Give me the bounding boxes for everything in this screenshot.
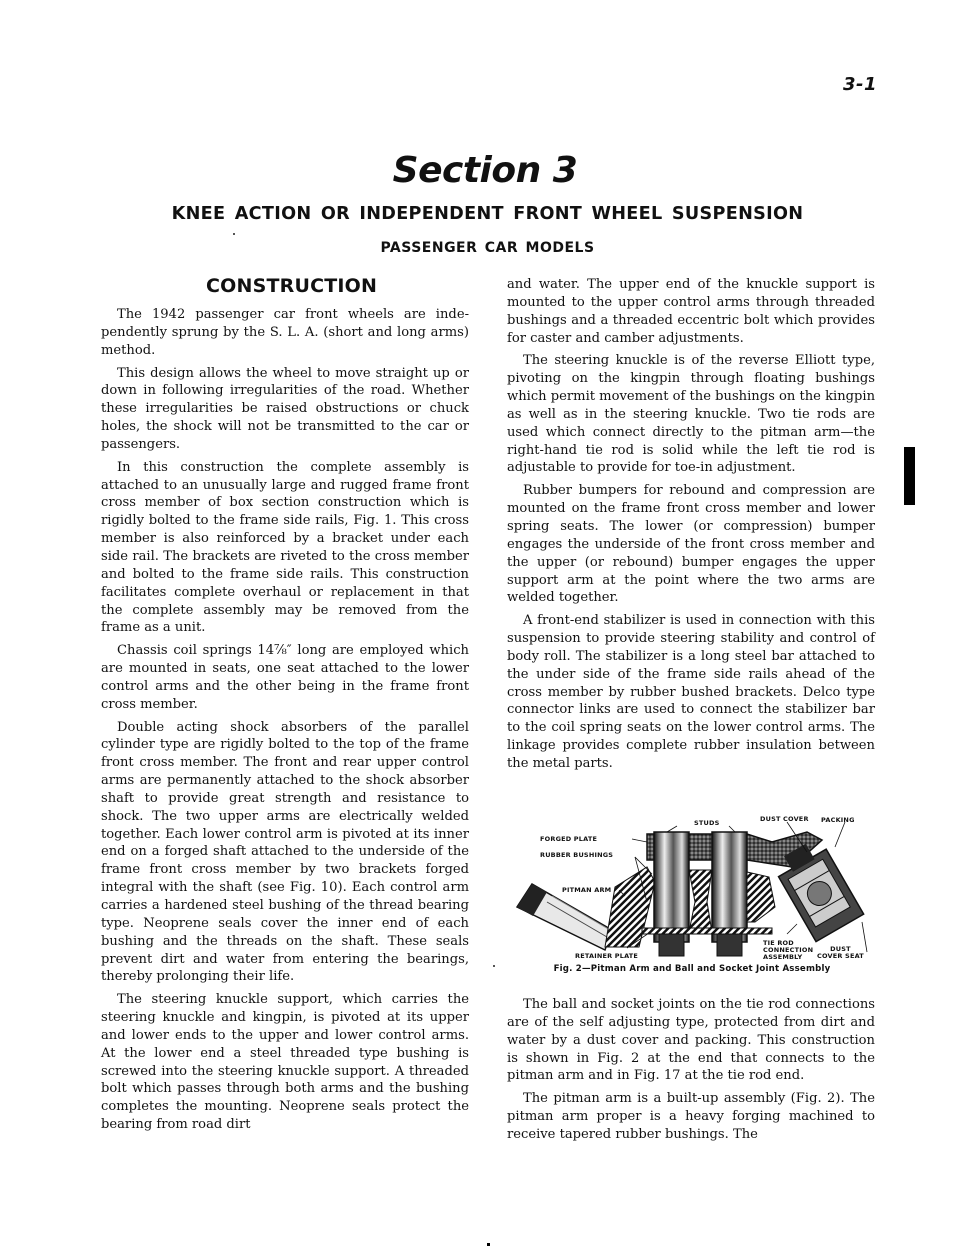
page-number: 3-1: [842, 74, 877, 95]
revision-bar: [904, 447, 915, 505]
label-line: ASSEMBLY: [763, 953, 803, 961]
section-title: Section 3: [392, 150, 578, 191]
paragraph: The steering knuckle is of the reverse Elliott type, pivoting on the kingpin through floating bushings which permit movement of the bushings on the kingpin as well as in the steering knuckle. Two tie rods are used which connect directly to the pitman arm—the right-hand tie rod is solid while the left tie rod is adjustable to provide for toe-in adjustment.: [507, 353, 876, 476]
paragraph: The ball and socket joints on the tie rod connections are of the self adjusting type, protected from dirt and water by a dust cover and packing. This construction is shown in Fig. 2 at the end that connects to the pitman arm and in Fig. 17 at the tie rod end.: [507, 997, 875, 1084]
label-forged-plate: FORGED PLATE: [540, 835, 598, 843]
paragraph: In this construction the complete assembly is attached to an unusually large and rugged frame front cross member of box section construction which is rigidly bolted to the frame side rails, Fig. 1. This cross member is also reinforced by a bracket under each side rail. The brackets are riveted to the cross member and bolted to the frame side rails. This construction facilitates complete overhaul or replacement in that the complete assembly may be removed from the frame as a unit.: [101, 459, 469, 636]
label-studs: STUDS: [694, 819, 720, 827]
paragraph: This design allows the wheel to move straight up or down in following irregularities of the road. Whether these irregularities be raised obstructions or chuck holes, the shock will not be transmitted to the car or passengers.: [101, 365, 469, 452]
label-packing: PACKING: [821, 816, 855, 824]
right-column-lower: [507, 996, 875, 1149]
label-retainer-plate: RETAINER PLATE: [575, 952, 639, 960]
page-mark: [487, 1243, 490, 1246]
label-pitman-arm: PITMAN ARM: [562, 886, 612, 894]
label-line: COVER SEAT: [817, 952, 864, 960]
paragraph: A front-end stabilizer is used in connection with this suspension to provide steering stability and control of body roll. The stabilizer is a long steel bar attached to the under side of the frame side rails ahead of the cross member by rubber bushed brackets. Delco type connector links are used to connect the stabilizer bar to the coil spring seats on the lower control arms. The linkage provides complete rubber insulation between the metal parts.: [507, 613, 875, 771]
scan-speck: [493, 965, 495, 967]
continued-paragraph: and water. The upper end of the knuckle support is mounted to the upper control arms through threaded bushings and a threaded eccentric bolt which provides for caster and camber adjustments.: [507, 277, 875, 346]
figure-pitman-arm-assembly: [507, 812, 877, 982]
figure-caption: Fig. 2—Pitman Arm and Ball and Socket Joint Assembly: [553, 964, 831, 974]
left-column: [101, 273, 469, 1139]
label-line: DUST: [830, 945, 851, 953]
label-dust-cover-seat: [817, 946, 864, 960]
label-line: TIE ROD: [763, 939, 794, 947]
sub-title: PASSENGER CAR MODELS: [380, 240, 595, 256]
paragraph: The pitman arm is a built-up assembly (Fig. 2). The pitman arm proper is a heavy forging machined to receive tapered rubber bushings. The: [507, 1091, 875, 1142]
construction-heading: CONSTRUCTION: [206, 275, 378, 297]
label-rubber-bushings: RUBBER BUSHINGS: [540, 851, 614, 859]
paragraph: The steering knuckle support, which carries the steering knuckle and kingpin, is pivoted at its upper and lower ends to the upper and lower control arms. At the lower end a steel threaded type bushing is screwed into the steering knuckle support. A threaded bolt which passes through both arms and the bushing completes the mounting. Neoprene seals protect the bearing from road dirt: [101, 992, 469, 1133]
label-dust-cover: DUST COVER: [760, 815, 809, 823]
main-title: KNEE ACTION OR INDEPENDENT FRONT WHEEL SUSPENSION: [171, 203, 804, 224]
label-line: CONNECTION: [763, 946, 814, 954]
right-column: [507, 276, 875, 778]
paragraph: Double acting shock absorbers of the parallel cylinder type are rigidly bolted to the top of the frame front cross member. The front and rear upper control arms are permanently attached to the shock absorber shaft to provide great strength and resistance to shock. The two upper arms are electrically welded together. Each lower control arm is pivoted at its inner end on a forged shaft attached to the underside of the frame front cross member by two brackets forged integral with the shaft (see Fig. 10). Each control arm carries a hardened steel bushing of the thread bearing type. Neoprene seals cover the inner end of each bushing and the threads on the shaft. These seals prevent dirt and water from entering the bearings, thereby prolonging their life.: [101, 719, 469, 985]
paragraph: Rubber bumpers for rebound and compression are mounted on the frame front cross member and lower spring seats. The lower (or compression) bumper engages the underside of the front cross member and the upper (or rebound) bumper engages the upper support arm at the point where the two arms are welded together.: [507, 483, 875, 606]
label-tie-rod-connection-assembly: [763, 940, 813, 961]
paragraph: The 1942 passenger car front wheels are independently sprung by the S. L. A. (short and long arms) method.: [101, 307, 469, 358]
scan-speck: [233, 233, 235, 235]
paragraph: Chassis coil springs 14⅞″ long are employed which are mounted in seats, one seat attached to the lower control arms and the other being in the frame front cross member.: [101, 643, 469, 712]
